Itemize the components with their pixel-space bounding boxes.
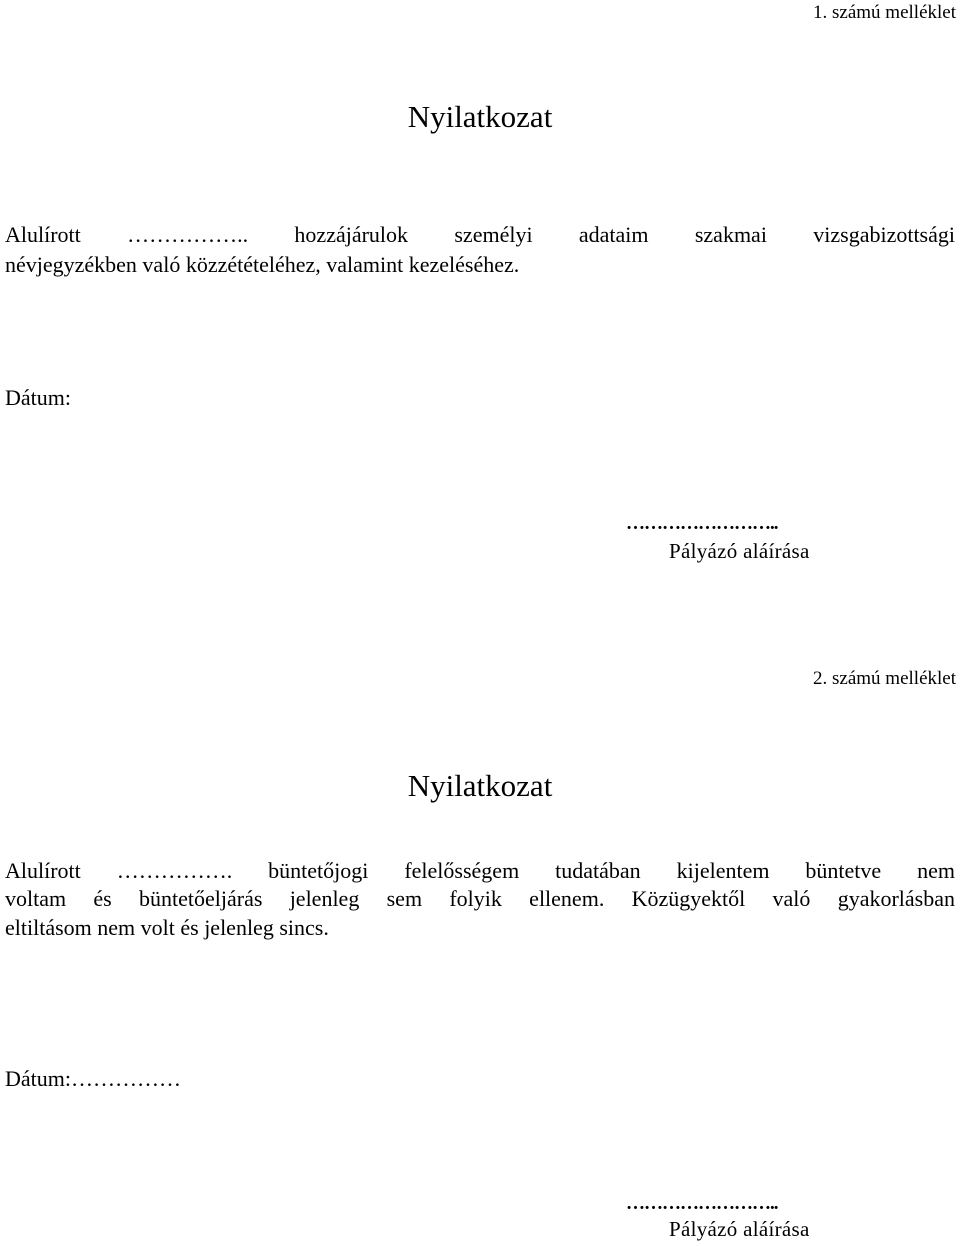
annex-1-title: Nyilatkozat <box>407 99 553 134</box>
annex-1-signature-label: Pályázó aláírása <box>669 539 810 563</box>
annex-2-title: Nyilatkozat <box>407 768 553 803</box>
annex-1-date-label: Dátum: <box>5 385 71 410</box>
annex-1-text-line-1: Alulírott …………….. hozzájárulok személyi adataim szakmai vizsgabizottsági <box>5 222 955 247</box>
annex-1-signature-line: …………………….. <box>626 513 778 534</box>
annex-2-signature-line: …………………….. <box>626 1193 778 1214</box>
annex-1-label: 1. számú melléklet <box>813 2 956 23</box>
annex-2-label: 2. számú melléklet <box>813 668 956 689</box>
annex-2-text-line-2: voltam és büntetőeljárás jelenleg sem folyik ellenem. Közügyektől való gyakorlásban <box>5 886 955 911</box>
annex-2-date-label: Dátum:…………… <box>5 1066 181 1091</box>
annex-2-text-line-3: eltiltásom nem volt és jelenleg sincs. <box>5 915 329 940</box>
annex-2-signature-label: Pályázó aláírása <box>669 1217 810 1241</box>
annex-1-text-line-2: névjegyzékben való közzétételéhez, valamint kezeléséhez. <box>5 252 520 277</box>
annex-2-text-line-1: Alulírott ……………. büntetőjogi felelősségem tudatában kijelentem büntetve nem <box>5 858 955 883</box>
